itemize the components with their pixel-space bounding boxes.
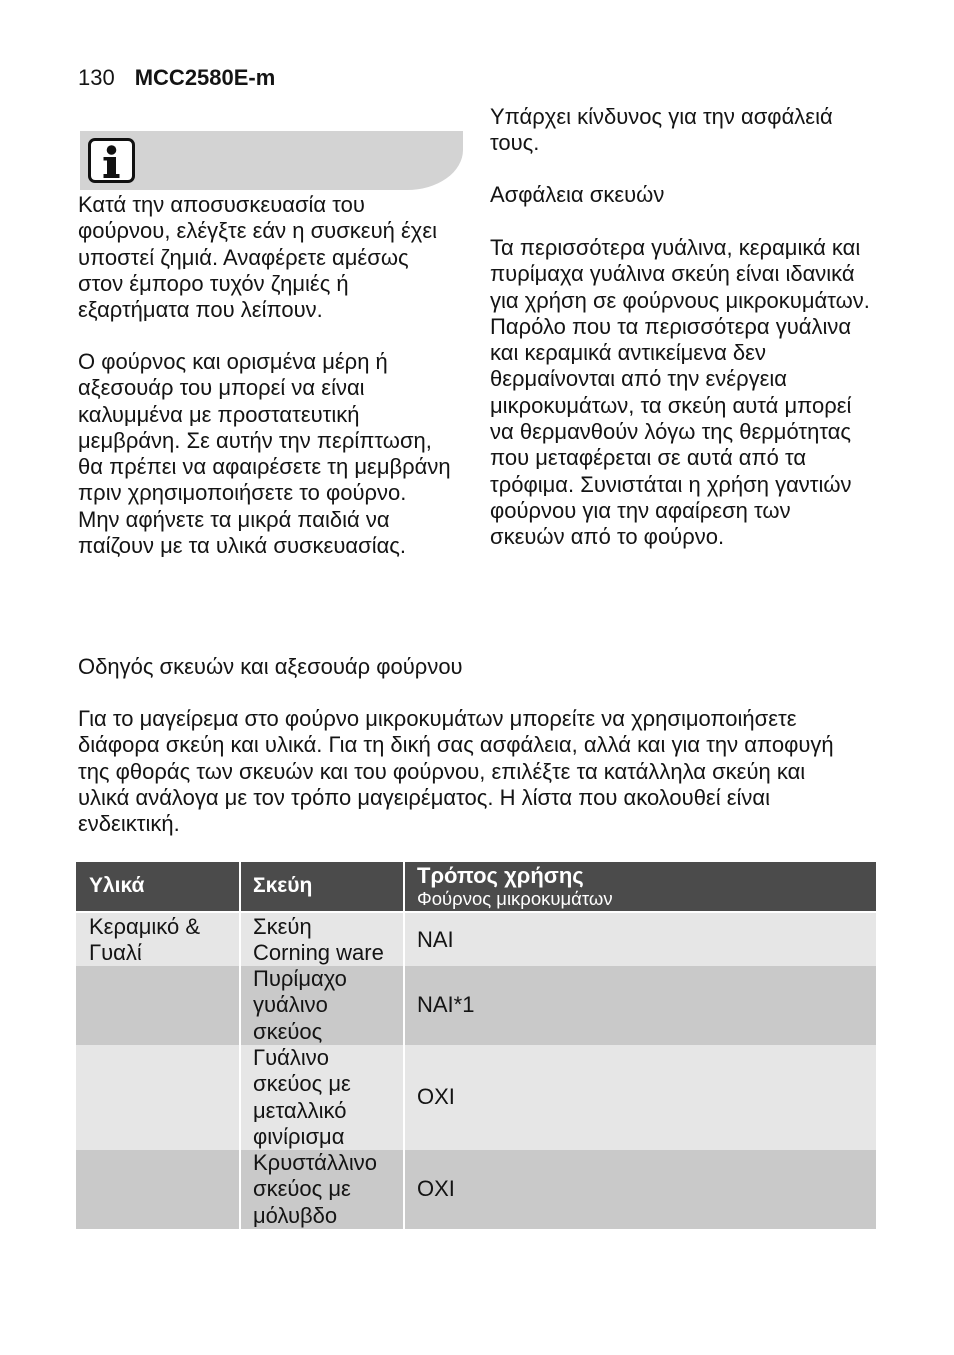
- cookware-guide-intro: [78, 706, 834, 837]
- text-line: υποστεί ζημιά. Αναφέρετε αμέσως: [78, 244, 409, 270]
- cell-line: Γυάλινο: [253, 1045, 329, 1070]
- text-line: μικροκυμάτων, τα σκεύη αυτά μπορεί: [490, 392, 852, 418]
- text-line: διάφορα σκεύη και υλικά. Για τη δική σας ασφάλεια, αλλά και για την αποφυγή: [78, 732, 834, 758]
- text-line: αξεσουάρ του μπορεί να είναι: [78, 375, 365, 401]
- text-line: φούρνου, ελέγξτε εάν η συσκευή έχει: [78, 218, 438, 244]
- text-line: στον έμπορο τυχόν ζημιές ή: [78, 270, 349, 296]
- material-cell: [76, 1045, 239, 1150]
- text-line: της φθοράς των σκευών και του φούρνου, επιλέξτε τα κατάλληλα σκεύη και: [78, 758, 806, 784]
- cookware-table: [76, 862, 876, 1228]
- text-line: για χρήση σε φούρνους μικροκυμάτων.: [490, 287, 870, 313]
- text-line: Υπάρχει κίνδυνος για την ασφάλειά: [490, 104, 833, 129]
- cell-line: σκεύος με: [253, 1071, 351, 1097]
- table-row: [76, 913, 876, 966]
- column-header-usage: [405, 862, 876, 911]
- text-line: εξαρτήματα που λείπουν.: [78, 297, 323, 323]
- usage-value: ΟΧΙ: [417, 1084, 455, 1110]
- cookware-guide-heading: Οδηγός σκευών και αξεσουάρ φούρνου: [78, 654, 463, 679]
- column-header-label: Υλικά: [89, 874, 145, 898]
- table-row: [76, 966, 876, 1045]
- text-line: Παρόλο που τα περισσότερα γυάλινα: [490, 313, 852, 339]
- vessel-cell: [241, 1150, 403, 1229]
- material-cell: [76, 966, 239, 1045]
- info-icon: [88, 138, 135, 183]
- cell-line: σκεύος: [253, 1018, 323, 1044]
- text-line: φούρνου για την αφαίρεση των: [490, 497, 791, 523]
- text-line: Κατά την αποσυσκευασία του: [78, 192, 365, 217]
- text-line: Για το μαγείρεμα στο φούρνο μικροκυμάτων μπορείτε να χρησιμοποιήσετε: [78, 706, 797, 731]
- table-row: [76, 1045, 876, 1150]
- text-line: που μεταφέρεται σε αυτά από τα: [490, 445, 807, 471]
- page-header: [78, 65, 275, 91]
- cell-line: Κεραμικό &: [89, 914, 201, 939]
- column-header-sublabel: Φούρνος μικροκυμάτων: [417, 888, 613, 909]
- text-line: να θερμανθούν λόγω της θερμότητας: [490, 419, 852, 445]
- text-line: τρόφιμα. Συνιστάται η χρήση γαντιών: [490, 471, 852, 497]
- text-line: Μην αφήνετε τα μικρά παιδιά να: [78, 506, 390, 532]
- material-cell: [76, 913, 239, 967]
- cell-line: Σκεύη: [253, 914, 312, 939]
- text-line: θα πρέπει να αφαιρέσετε τη μεμβράνη: [78, 454, 451, 480]
- text-line: πριν χρησιμοποιήσετε το φούρνο.: [78, 480, 407, 506]
- text-line: θερμαίνονται από την ενέργεια: [490, 366, 787, 392]
- cell-line: Πυρίμαχο: [253, 966, 347, 991]
- text-line: τους.: [490, 130, 540, 156]
- text-line: παίζουν με τα υλικά συσκευασίας.: [78, 533, 407, 559]
- text-line: Τα περισσότερα γυάλινα, κεραμικά και: [490, 235, 861, 260]
- cell-line: μεταλλικό: [253, 1097, 347, 1123]
- vessel-cell: [241, 966, 403, 1045]
- page-number: 130: [78, 65, 115, 90]
- column-header-label: Τρόπος χρήσης: [417, 863, 584, 888]
- column-header-label: Σκεύη: [253, 874, 313, 898]
- text-line: καλυμμένα με προστατευτική: [78, 401, 360, 427]
- usage-value: ΝΑΙ: [417, 926, 454, 952]
- usage-value: ΟΧΙ: [417, 1176, 455, 1202]
- text-line: σκευών από το φούρνο.: [490, 524, 725, 550]
- usage-cell: [405, 913, 876, 967]
- cell-line: γυάλινο: [253, 992, 328, 1018]
- vessel-cell: [241, 913, 403, 967]
- text-line: πυρίμαχα γυάλινα σκεύη είναι ιδανικά: [490, 261, 855, 287]
- cookware-safety-heading: Ασφάλεια σκευών: [490, 182, 665, 207]
- cell-line: Κρυστάλλινο: [253, 1150, 378, 1175]
- info-banner: [80, 131, 463, 190]
- safety-risk-paragraph: [490, 104, 833, 157]
- vessel-cell: [241, 1045, 403, 1150]
- usage-cell: [405, 1045, 876, 1150]
- text-line: και κεραμικά αντικείμενα δεν: [490, 340, 766, 366]
- text-line: ενδεικτική.: [78, 811, 180, 837]
- cookware-safety-paragraph: [490, 235, 870, 551]
- usage-cell: [405, 966, 876, 1045]
- cell-line: μόλυβδο: [253, 1202, 338, 1228]
- cell-line: φινίρισμα: [253, 1123, 345, 1149]
- text-line: υλικά ανάλογα με τον τρόπο μαγειρέματος. Η λίστα που ακολουθεί είναι: [78, 784, 771, 810]
- cell-line: Γυαλί: [89, 940, 142, 966]
- text-line: μεμβράνη. Σε αυτήν την περίπτωση,: [78, 427, 432, 453]
- protective-film-paragraph: [78, 349, 451, 559]
- usage-value: ΝΑΙ*1: [417, 992, 475, 1018]
- model-name: MCC2580E-m: [134, 65, 276, 90]
- cell-line: Corning ware: [253, 940, 384, 966]
- column-header-vessel: [241, 862, 403, 911]
- text-line: Ο φούρνος και ορισμένα μέρη ή: [78, 349, 388, 374]
- column-header-material: [76, 862, 239, 911]
- usage-cell: [405, 1150, 876, 1229]
- cell-line: σκεύος με: [253, 1176, 351, 1202]
- material-cell: [76, 1150, 239, 1229]
- unpacking-paragraph: [78, 192, 437, 323]
- table-row: [76, 1150, 876, 1228]
- table-header-row: [76, 862, 876, 911]
